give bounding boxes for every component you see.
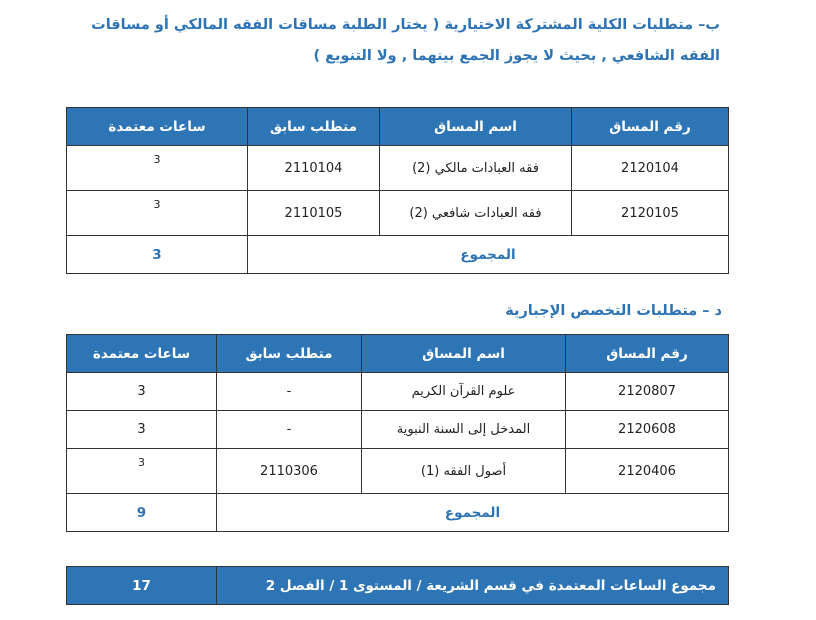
header-course-code: رقم المساق [572,108,729,146]
prerequisite: 2110104 [248,146,380,191]
table-major-required [66,334,729,532]
table-row [67,146,729,191]
table-header-row [67,335,729,373]
credit-hours: 3 [67,146,248,191]
course-name: فقه العبادات مالكي (2) [380,146,572,191]
grand-total-row [67,567,729,605]
table-row [67,411,729,449]
header-prerequisite: متطلب سابق [217,335,362,373]
course-code: 2120104 [572,146,729,191]
section-b-title: ب– متطلبات الكلية المشتركة الاختيارية ( يختار الطلبة مساقات الفقه المالكي أو مساقات الفقه الشافعي , بحيث لا يجوز الجمع بينهما , ولا التنويع ) [91,17,720,64]
course-name: علوم القرآن الكريم [362,373,566,411]
section-d-title: د – متطلبات التخصص الإجبارية [505,303,722,319]
course-name: فقه العبادات شافعي (2) [380,191,572,236]
prerequisite: 2110306 [217,449,362,494]
prerequisite: 2110105 [248,191,380,236]
total-row [67,494,729,532]
course-name: المدخل إلى السنة النبوية [362,411,566,449]
header-prerequisite: متطلب سابق [248,108,380,146]
credit-hours: 3 [67,449,217,494]
header-course-name: اسم المساق [362,335,566,373]
table-row [67,449,729,494]
course-code: 2120105 [572,191,729,236]
credit-hours: 3 [67,411,217,449]
header-course-code: رقم المساق [566,335,729,373]
total-label: المجموع [217,494,729,532]
header-credit-hours: ساعات معتمدة [67,335,217,373]
total-value: 3 [67,236,248,274]
table-college-elective [66,107,729,274]
header-credit-hours: ساعات معتمدة [67,108,248,146]
credit-hours: 3 [67,191,248,236]
total-value: 9 [67,494,217,532]
grand-total-label: مجموع الساعات المعتمدة في قسم الشريعة / المستوى 1 / الفصل 2 [217,567,729,605]
table-grand-total [66,566,729,605]
table-row [67,191,729,236]
total-label: المجموع [248,236,729,274]
course-code: 2120608 [566,411,729,449]
total-row [67,236,729,274]
prerequisite: - [217,373,362,411]
grand-total-value: 17 [67,567,217,605]
course-code: 2120406 [566,449,729,494]
credit-hours: 3 [67,373,217,411]
course-name: أصول الفقه (1) [362,449,566,494]
header-course-name: اسم المساق [380,108,572,146]
prerequisite: - [217,411,362,449]
table-row [67,373,729,411]
course-code: 2120807 [566,373,729,411]
table-header-row [67,108,729,146]
